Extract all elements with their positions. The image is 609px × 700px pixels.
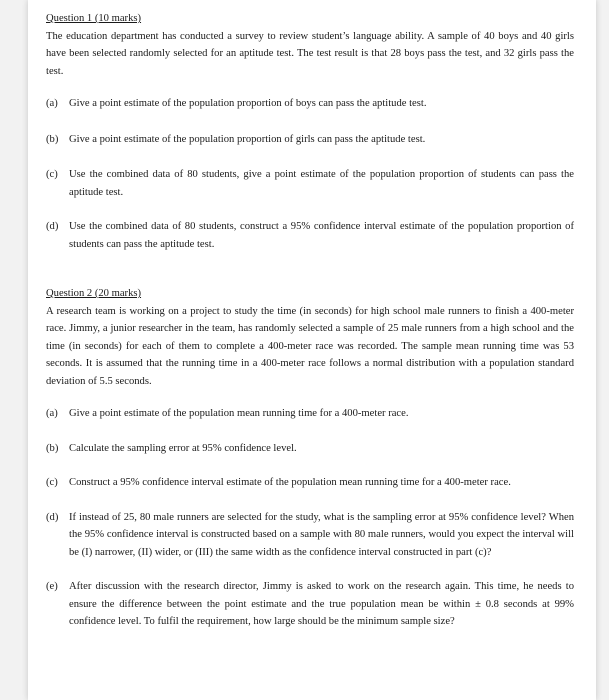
part-text: Calculate the sampling error at 95% confidence level. [69,442,297,454]
question-1-part-d [46,218,574,253]
question-1-part-c [46,166,574,201]
part-label: (c) [46,169,58,180]
part-text: Give a point estimate of the population mean running time for a 400-meter race. [69,408,409,419]
part-label: (a) [46,408,58,419]
part-label: (a) [46,98,58,109]
question-1-title: Question 1 (10 marks) [46,13,142,24]
part-text: Give a point estimate of the population proportion of girls can pass the aptitude test. [69,133,426,145]
question-1-part-b [46,131,574,149]
part-label: (c) [46,477,58,488]
question-1-body: The education department has conducted a survey to review student’s language ability. A sample of 40 boys and 40 girls have been selected randomly selected for an aptitude test. The test result is that 28 boys pass the test, and 32 girls pass the test. [46,30,574,77]
document-page [28,0,596,700]
question-2-title: Question 2 (20 marks) [46,288,142,299]
question-2-part-a [46,405,574,423]
part-label: (b) [46,442,59,454]
question-2-part-e [46,578,574,631]
document-content [46,10,574,631]
part-label: (d) [46,221,59,232]
part-text: Give a point estimate of the population proportion of boys can pass the aptitude test. [69,98,427,109]
part-text: Use the combined data of 80 students, construct a 95% confidence interval estimate of the population proportion of students can pass the aptitude test. [69,221,574,250]
question-2-part-d [46,509,574,562]
question-2-part-c [46,474,574,492]
part-label: (e) [46,581,58,592]
part-text: If instead of 25, 80 male runners are selected for the study, what is the sampling error at 95% confidence level? When the 95% confidence interval is constructed based on a sample with 80 male runners, would you expect the interval will be (I) narrower, (II) wider, or (III) the same width as the confidence interval constructed in part (c)? [69,511,574,558]
question-1-part-a [46,95,574,113]
part-text: After discussion with the research director, Jimmy is asked to work on the research again. This time, he needs to ensure the difference between the point estimate and the true population mean be within ± 0.8 seconds at 99% confidence level. To fulfil the requirement, how large should be the minimum sample size? [69,581,574,627]
part-text: Use the combined data of 80 students, give a point estimate of the population proportion of students can pass the aptitude test. [69,169,574,198]
part-text: Construct a 95% confidence interval estimate of the population mean running time for a 400-meter race. [69,477,511,488]
part-label: (b) [46,133,59,145]
question-2-part-b [46,440,574,458]
part-label: (d) [46,511,59,523]
question-2-body: A research team is working on a project to study the time (in seconds) for high school male runners to finish a 400-meter race. Jimmy, a junior researcher in the team, has randomly selected a sample of 25 male runners from a high school and the time (in seconds) for each of them to complete a 400-meter race was recorded. The sample mean running time was 53 seconds. It is assumed that the running time in a 400-meter race follows a normal distribution with a population standard deviation of 5.5 seconds. [46,305,574,387]
